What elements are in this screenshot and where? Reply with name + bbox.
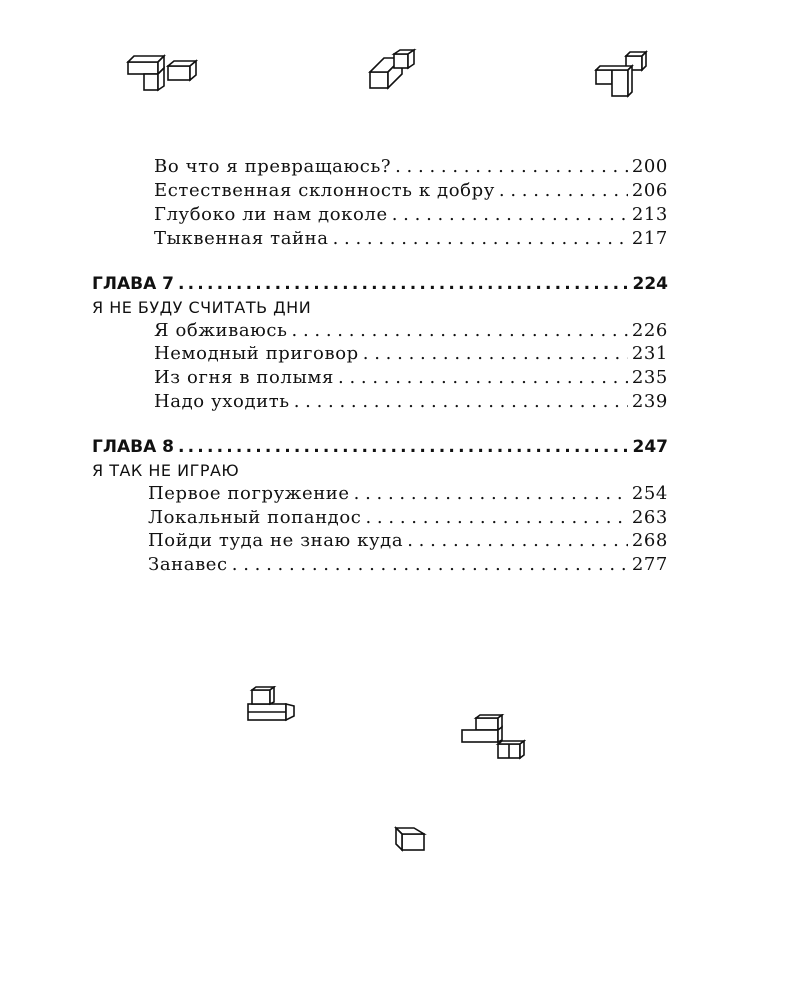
chapter-page: 247 (632, 437, 668, 457)
toc-entry (154, 156, 668, 177)
toc-entry-title: Из огня в полымя (154, 367, 334, 388)
toc-entry-title: Тыквенная тайна (154, 228, 329, 249)
toc-entry (154, 204, 668, 225)
toc-entry-page: 231 (631, 343, 668, 364)
toc-entry (154, 180, 668, 201)
toc-entry-title: Локальный попандос (148, 507, 362, 528)
toc-entry (154, 343, 668, 364)
toc-entry-title: Первое погружение (148, 483, 350, 504)
toc-entry-title: Немодный приговор (154, 343, 359, 364)
toc-entry-page: 235 (631, 367, 668, 388)
toc-entry-title: Естественная склонность к добру (154, 180, 495, 201)
toc-entry-page: 217 (631, 228, 668, 249)
toc-entry-page: 206 (631, 180, 668, 201)
chapter-heading (92, 274, 668, 294)
tetromino-block-icon (460, 714, 526, 762)
tetromino-block-icon (592, 50, 652, 100)
chapter-page: 224 (632, 274, 668, 294)
leader-dots (294, 391, 628, 412)
toc-entry-page: 277 (631, 554, 668, 575)
toc-entry (154, 391, 668, 412)
chapter-subtitle: Я НЕ БУДУ СЧИТАТЬ ДНИ (92, 298, 312, 317)
toc-entry-title: Во что я превращаюсь? (154, 156, 392, 177)
toc-entry (154, 367, 668, 388)
cube-block-icon (394, 824, 428, 854)
chapter-heading (92, 437, 668, 457)
chapter-label: ГЛАВА 8 (92, 437, 174, 457)
leader-dots (232, 554, 628, 575)
toc-entry (154, 320, 668, 341)
toc-entry-title: Занавес (148, 554, 228, 575)
tetromino-block-icon (366, 48, 418, 92)
toc-entry (148, 507, 668, 528)
toc-entry-page: 268 (631, 530, 668, 551)
chapter-label: ГЛАВА 7 (92, 274, 174, 294)
toc-entry-page: 263 (631, 507, 668, 528)
toc-entry-page: 200 (631, 156, 668, 177)
toc-entry-page: 239 (631, 391, 668, 412)
leader-dots (392, 204, 628, 225)
leader-dots (363, 343, 628, 364)
chapter-subtitle: Я ТАК НЕ ИГРАЮ (92, 461, 240, 480)
toc-entry-title: Глубоко ли нам доколе (154, 204, 388, 225)
leader-dots (338, 367, 628, 388)
leader-dots (178, 274, 629, 294)
tetromino-block-icon (122, 52, 198, 94)
leader-dots (354, 483, 628, 504)
toc-entry (154, 228, 668, 249)
toc-entry (148, 483, 668, 504)
leader-dots (333, 228, 628, 249)
toc-entry (148, 530, 668, 551)
leader-dots (292, 320, 628, 341)
toc-entry-page: 226 (631, 320, 668, 341)
toc-entry-page: 213 (631, 204, 668, 225)
toc-entry-title: Я обживаюсь (154, 320, 288, 341)
toc-entry-title: Надо уходить (154, 391, 290, 412)
tetromino-block-icon (244, 686, 300, 726)
leader-dots (178, 437, 629, 457)
leader-dots (499, 180, 628, 201)
leader-dots (407, 530, 628, 551)
toc-entry-page: 254 (631, 483, 668, 504)
leader-dots (365, 507, 627, 528)
toc-entry-title: Пойди туда не знаю куда (148, 530, 404, 551)
leader-dots (395, 156, 628, 177)
toc-entry (148, 554, 668, 575)
